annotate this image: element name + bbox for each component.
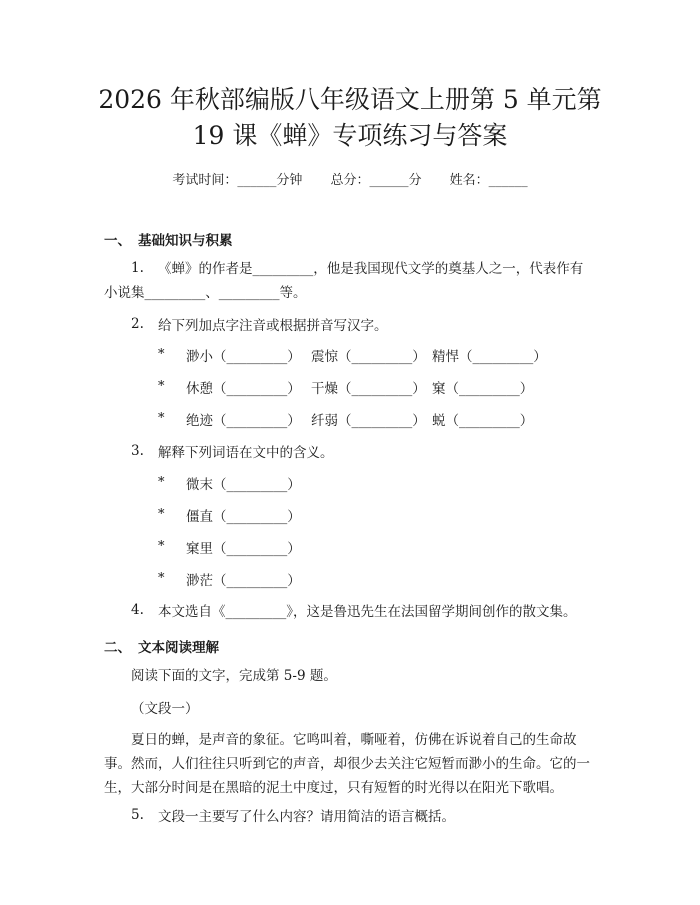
exam-meta xyxy=(0,169,700,188)
q2-row2-word2: 干燥（_________） xyxy=(311,381,426,397)
q3-item1-bullet: * xyxy=(158,475,165,490)
exam-score: 总分：______分 xyxy=(330,173,422,188)
q1-line2: 小说集_________、_________等。 xyxy=(104,285,307,301)
exam-time: 考试时间：______分钟 xyxy=(172,173,303,188)
q2-row3-bullet: * xyxy=(158,411,165,426)
q3-item3-bullet: * xyxy=(158,539,165,554)
section-1-title: 基础知识与积累 xyxy=(138,233,233,249)
q1-line1: 《蝉》的作者是_________，他是我国现代文学的奠基人之一，代表作有 xyxy=(158,261,584,277)
q2-row1-word1: 渺小（_________） xyxy=(186,349,301,365)
q2-row3-word3: 蜕（_________） xyxy=(432,413,534,429)
q4-number: 4. xyxy=(131,602,144,618)
q2-row2-word1: 休憩（_________） xyxy=(186,381,301,397)
q3-item4: 渺茫（_________） xyxy=(186,573,301,589)
passage-label: （文段一） xyxy=(131,701,199,717)
q2-row1-word2: 震惊（_________） xyxy=(311,349,426,365)
q3-text: 解释下列词语在文中的含义。 xyxy=(158,445,334,461)
q3-item2: 僵直（_________） xyxy=(186,509,301,525)
q3-item4-bullet: * xyxy=(158,571,165,586)
q1-number: 1. xyxy=(131,260,144,276)
q2-row1-bullet: * xyxy=(158,347,165,362)
q5-text: 文段一主要写了什么内容？请用简洁的语言概括。 xyxy=(158,809,455,825)
section-2-heading xyxy=(104,636,219,656)
q2-row3-word2: 纤弱（_________） xyxy=(311,413,426,429)
q5-number: 5. xyxy=(131,807,144,823)
section-1-heading xyxy=(104,229,233,249)
section-2-intro: 阅读下面的文字，完成第 5-9 题。 xyxy=(131,668,337,684)
q2-row2-bullet: * xyxy=(158,379,165,394)
q3-item2-bullet: * xyxy=(158,507,165,522)
passage-text: 夏日的蝉，是声音的象征。它鸣叫着，嘶哑着，仿佛在诉说着自己的生命故事。然而，人们往往只听到它的声音，却很少去关注它短暂而渺小的生命。它的一生，大部分时间是在黑暗的泥土中度过，只有短暂的时光得以在阳光下歌唱。 xyxy=(104,732,590,796)
q2-text: 给下列加点字注音或根据拼音写汉字。 xyxy=(158,318,388,334)
section-2-title: 文本阅读理解 xyxy=(138,640,219,656)
exam-name: 姓名：______ xyxy=(449,173,528,188)
section-2-number: 二、 xyxy=(104,640,131,656)
q4-text: 本文选自《_________》，这是鲁迅先生在法国留学期间创作的散文集。 xyxy=(158,604,577,620)
section-1-number: 一、 xyxy=(104,233,131,249)
q2-row1-word3: 精悍（_________） xyxy=(432,349,547,365)
q3-number: 3. xyxy=(131,443,144,459)
q3-item3: 窠里（_________） xyxy=(186,541,301,557)
document-title-line2: 19 课《蝉》专项练习与答案 xyxy=(192,121,508,150)
document-title-line1: 2026 年秋部编版八年级语文上册第 5 单元第 xyxy=(98,85,602,114)
q3-item1: 微末（_________） xyxy=(186,477,301,493)
q2-number: 2. xyxy=(131,316,144,332)
q2-row3-word1: 绝迹（_________） xyxy=(186,413,301,429)
q2-row2-word3: 窠（_________） xyxy=(432,381,534,397)
